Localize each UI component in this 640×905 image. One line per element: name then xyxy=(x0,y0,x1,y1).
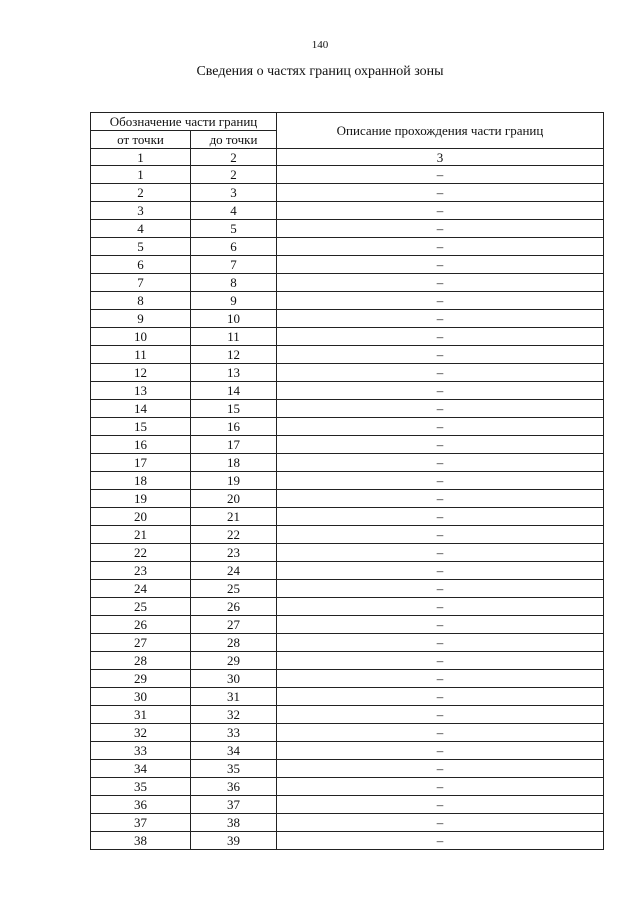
cell-from-point: 18 xyxy=(91,472,191,490)
table-row xyxy=(91,184,604,202)
cell-description: – xyxy=(277,166,604,184)
table-row xyxy=(91,202,604,220)
cell-to-point: 2 xyxy=(191,166,277,184)
table-row xyxy=(91,256,604,274)
cell-to-point: 28 xyxy=(191,634,277,652)
cell-from-point: 33 xyxy=(91,742,191,760)
cell-to-point: 19 xyxy=(191,472,277,490)
cell-description: – xyxy=(277,616,604,634)
cell-from-point: 37 xyxy=(91,814,191,832)
cell-from-point: 30 xyxy=(91,688,191,706)
cell-description: – xyxy=(277,688,604,706)
table-row xyxy=(91,400,604,418)
cell-from-point: 32 xyxy=(91,724,191,742)
table-row xyxy=(91,598,604,616)
cell-description: – xyxy=(277,778,604,796)
cell-to-point: 24 xyxy=(191,562,277,580)
table-row xyxy=(91,814,604,832)
cell-description: – xyxy=(277,580,604,598)
cell-to-point: 32 xyxy=(191,706,277,724)
table-row xyxy=(91,634,604,652)
cell-from-point: 24 xyxy=(91,580,191,598)
cell-description: – xyxy=(277,760,604,778)
cell-to-point: 10 xyxy=(191,310,277,328)
cell-to-point: 13 xyxy=(191,364,277,382)
table-row xyxy=(91,832,604,850)
cell-description: – xyxy=(277,598,604,616)
cell-description: – xyxy=(277,364,604,382)
table-row xyxy=(91,328,604,346)
table-row xyxy=(91,490,604,508)
cell-description: – xyxy=(277,562,604,580)
cell-to-point: 14 xyxy=(191,382,277,400)
cell-description: – xyxy=(277,832,604,850)
cell-description: – xyxy=(277,706,604,724)
cell-to-point: 35 xyxy=(191,760,277,778)
cell-description: – xyxy=(277,382,604,400)
header-description: Описание прохождения части границ xyxy=(277,113,604,149)
cell-from-point: 36 xyxy=(91,796,191,814)
cell-from-point: 5 xyxy=(91,238,191,256)
page-number: 140 xyxy=(311,39,329,51)
cell-from-point: 11 xyxy=(91,346,191,364)
cell-from-point: 1 xyxy=(91,166,191,184)
table-row xyxy=(91,166,604,184)
cell-to-point: 36 xyxy=(191,778,277,796)
cell-from-point: 10 xyxy=(91,328,191,346)
cell-description: – xyxy=(277,526,604,544)
cell-description: – xyxy=(277,400,604,418)
cell-to-point: 5 xyxy=(191,220,277,238)
cell-from-point: 15 xyxy=(91,418,191,436)
cell-description: – xyxy=(277,742,604,760)
cell-description: – xyxy=(277,634,604,652)
cell-description: – xyxy=(277,184,604,202)
cell-to-point: 39 xyxy=(191,832,277,850)
cell-to-point: 34 xyxy=(191,742,277,760)
table-row xyxy=(91,796,604,814)
cell-to-point: 22 xyxy=(191,526,277,544)
table-row xyxy=(91,724,604,742)
cell-from-point: 6 xyxy=(91,256,191,274)
cell-to-point: 12 xyxy=(191,346,277,364)
cell-description: – xyxy=(277,796,604,814)
cell-to-point: 21 xyxy=(191,508,277,526)
cell-from-point: 29 xyxy=(91,670,191,688)
cell-to-point: 7 xyxy=(191,256,277,274)
cell-to-point: 20 xyxy=(191,490,277,508)
cell-from-point: 17 xyxy=(91,454,191,472)
cell-description: – xyxy=(277,544,604,562)
table-row xyxy=(91,706,604,724)
table-row xyxy=(91,454,604,472)
column-number-1: 1 xyxy=(91,149,191,166)
cell-to-point: 8 xyxy=(191,274,277,292)
cell-description: – xyxy=(277,274,604,292)
cell-from-point: 23 xyxy=(91,562,191,580)
cell-description: – xyxy=(277,652,604,670)
cell-from-point: 26 xyxy=(91,616,191,634)
cell-to-point: 26 xyxy=(191,598,277,616)
cell-description: – xyxy=(277,238,604,256)
table-body xyxy=(91,166,604,850)
cell-to-point: 25 xyxy=(191,580,277,598)
column-number-2: 2 xyxy=(191,149,277,166)
column-number-3: 3 xyxy=(277,149,604,166)
cell-description: – xyxy=(277,490,604,508)
cell-to-point: 6 xyxy=(191,238,277,256)
table-row xyxy=(91,688,604,706)
cell-from-point: 21 xyxy=(91,526,191,544)
header-to-point: до точки xyxy=(191,131,277,149)
page-title: Сведения о частях границ охранной зоны xyxy=(196,64,444,79)
cell-to-point: 33 xyxy=(191,724,277,742)
table-row xyxy=(91,382,604,400)
cell-from-point: 16 xyxy=(91,436,191,454)
cell-from-point: 9 xyxy=(91,310,191,328)
cell-from-point: 8 xyxy=(91,292,191,310)
cell-description: – xyxy=(277,814,604,832)
table-row xyxy=(91,580,604,598)
cell-from-point: 4 xyxy=(91,220,191,238)
table-row xyxy=(91,544,604,562)
cell-description: – xyxy=(277,454,604,472)
cell-from-point: 2 xyxy=(91,184,191,202)
cell-to-point: 16 xyxy=(191,418,277,436)
table-row xyxy=(91,508,604,526)
cell-description: – xyxy=(277,508,604,526)
cell-from-point: 3 xyxy=(91,202,191,220)
cell-from-point: 22 xyxy=(91,544,191,562)
table-row xyxy=(91,274,604,292)
cell-from-point: 25 xyxy=(91,598,191,616)
cell-description: – xyxy=(277,256,604,274)
cell-to-point: 31 xyxy=(191,688,277,706)
cell-to-point: 9 xyxy=(191,292,277,310)
cell-description: – xyxy=(277,472,604,490)
boundary-parts-table xyxy=(90,112,604,850)
cell-from-point: 38 xyxy=(91,832,191,850)
table-row xyxy=(91,364,604,382)
table-row xyxy=(91,310,604,328)
table-row xyxy=(91,562,604,580)
cell-from-point: 31 xyxy=(91,706,191,724)
cell-to-point: 38 xyxy=(191,814,277,832)
table-row xyxy=(91,418,604,436)
table-row xyxy=(91,220,604,238)
cell-description: – xyxy=(277,436,604,454)
cell-to-point: 23 xyxy=(191,544,277,562)
table-row xyxy=(91,616,604,634)
cell-to-point: 17 xyxy=(191,436,277,454)
cell-description: – xyxy=(277,220,604,238)
cell-description: – xyxy=(277,418,604,436)
table-row xyxy=(91,292,604,310)
cell-to-point: 4 xyxy=(191,202,277,220)
cell-from-point: 13 xyxy=(91,382,191,400)
table-row xyxy=(91,652,604,670)
cell-from-point: 14 xyxy=(91,400,191,418)
cell-from-point: 35 xyxy=(91,778,191,796)
cell-to-point: 29 xyxy=(191,652,277,670)
table-row xyxy=(91,778,604,796)
table-row xyxy=(91,346,604,364)
cell-from-point: 28 xyxy=(91,652,191,670)
cell-to-point: 18 xyxy=(191,454,277,472)
cell-from-point: 20 xyxy=(91,508,191,526)
cell-description: – xyxy=(277,310,604,328)
cell-to-point: 15 xyxy=(191,400,277,418)
header-boundary-part: Обозначение части границ xyxy=(91,113,277,131)
cell-to-point: 27 xyxy=(191,616,277,634)
cell-description: – xyxy=(277,346,604,364)
table-row xyxy=(91,760,604,778)
cell-to-point: 11 xyxy=(191,328,277,346)
cell-from-point: 27 xyxy=(91,634,191,652)
table-row xyxy=(91,526,604,544)
table-row xyxy=(91,238,604,256)
table-row xyxy=(91,436,604,454)
cell-description: – xyxy=(277,670,604,688)
table-row xyxy=(91,670,604,688)
cell-description: – xyxy=(277,724,604,742)
cell-description: – xyxy=(277,292,604,310)
cell-description: – xyxy=(277,202,604,220)
table-row xyxy=(91,472,604,490)
cell-to-point: 3 xyxy=(191,184,277,202)
table-row xyxy=(91,742,604,760)
cell-from-point: 34 xyxy=(91,760,191,778)
cell-to-point: 37 xyxy=(191,796,277,814)
cell-from-point: 12 xyxy=(91,364,191,382)
cell-description: – xyxy=(277,328,604,346)
header-from-point: от точки xyxy=(91,131,191,149)
cell-to-point: 30 xyxy=(191,670,277,688)
cell-from-point: 7 xyxy=(91,274,191,292)
cell-from-point: 19 xyxy=(91,490,191,508)
